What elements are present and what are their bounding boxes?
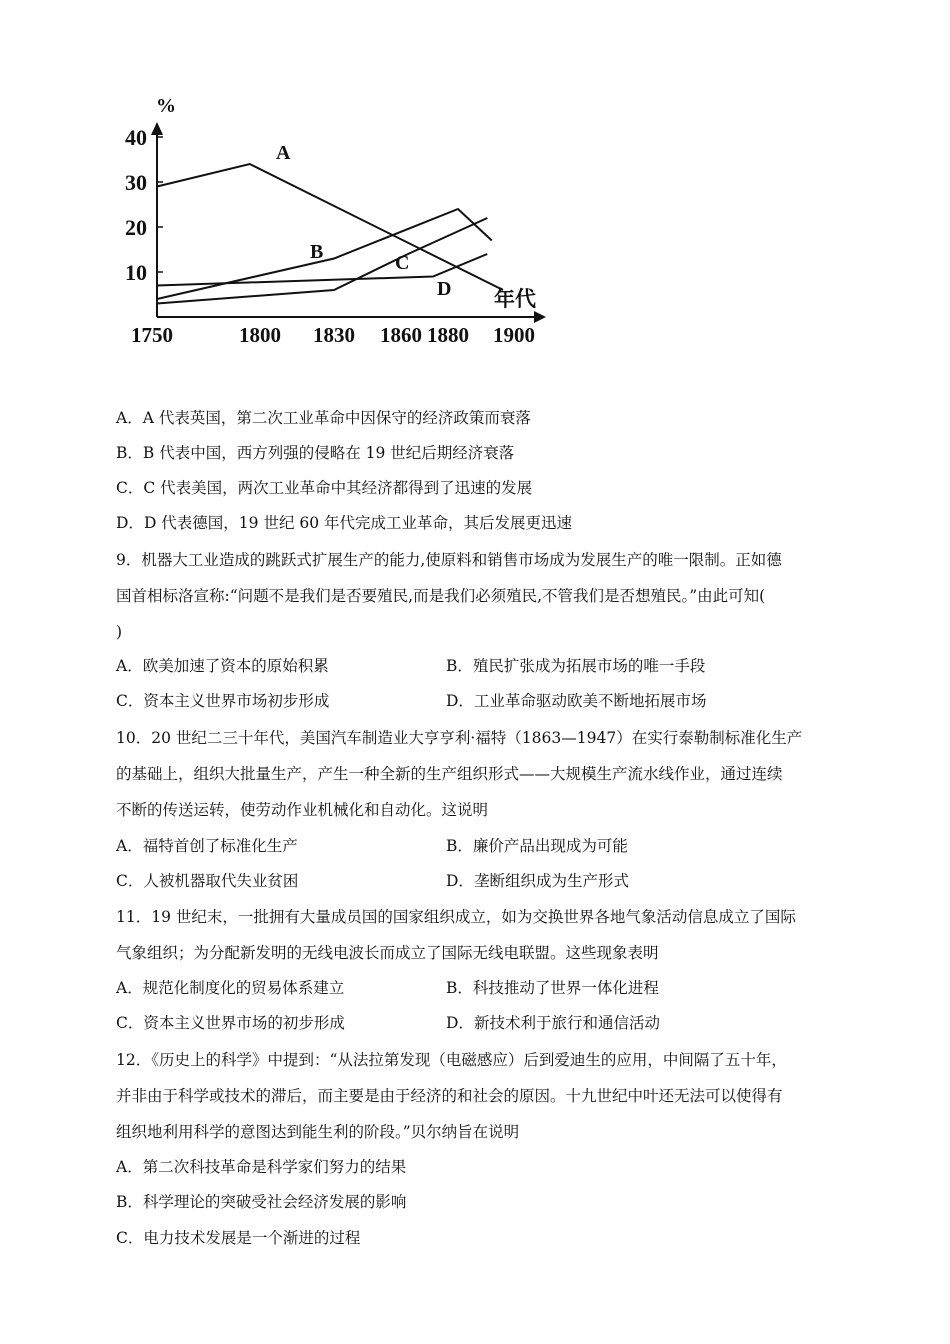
q12-option-b[interactable] [116, 1192, 406, 1212]
q9-option-a[interactable] [116, 656, 329, 676]
x-tick-label: 1880 [427, 323, 469, 347]
option-text: 福特首创了标准化生产 [142, 837, 298, 855]
q10-option-c[interactable] [116, 871, 298, 891]
q10-option-b[interactable] [446, 836, 628, 856]
x-tick-label: 1860 [380, 323, 422, 347]
x-axis-label: 年代 [494, 287, 536, 311]
option-text: 殖民扩张成为拓展市场的唯一手段 [472, 657, 706, 675]
option-text: D 代表德国，19 世纪 60 年代完成工业革命，其后发展更迅速 [143, 514, 573, 532]
q8-option-a[interactable] [116, 408, 531, 428]
q11-option-c[interactable] [116, 1013, 345, 1033]
option-text: 科技推动了世界一体化进程 [472, 979, 659, 997]
option-text: 工业革命驱动欧美不断地拓展市场 [473, 692, 707, 710]
line-chart [110, 88, 560, 350]
option-letter: D． [116, 514, 144, 532]
q10-option-d[interactable] [446, 871, 629, 891]
option-text: 廉价产品出现成为可能 [472, 837, 628, 855]
option-text: 欧美加速了资本的原始积累 [142, 657, 329, 675]
q9-stem-line: 9．机器大工业造成的跳跃式扩展生产的能力,使原料和销售市场成为发展生产的唯一限制。正如德 [116, 551, 782, 569]
q11-stem-line: 气象组织；为分配新发明的无线电波长而成立了国际无线电联盟。这些现象表明 [116, 944, 659, 962]
q8-option-b[interactable] [116, 443, 514, 463]
option-text: C 代表美国，两次工业革命中其经济都得到了迅速的发展 [143, 479, 533, 497]
q8-option-d[interactable] [116, 513, 572, 533]
y-axis-arrow [151, 122, 163, 135]
option-letter: D． [446, 692, 474, 710]
option-letter: B． [446, 837, 473, 855]
q10-stem-line: 10．20 世纪二三十年代，美国汽车制造业大亨亨利·福特（1863—1947）在实行泰勒制标准化生产 [116, 729, 803, 747]
q10-stem-line: 的基础上，组织大批量生产，产生一种全新的生产组织形式——大规模生产流水线作业，通过连续 [116, 765, 783, 783]
q8-option-c[interactable] [116, 478, 532, 498]
option-letter: B． [116, 1193, 143, 1211]
option-letter: C． [116, 1014, 144, 1032]
option-letter: A． [116, 837, 143, 855]
q9-stem-line: ) [116, 623, 123, 641]
option-text: 规范化制度化的贸易体系建立 [142, 979, 345, 997]
q9-option-b[interactable] [446, 656, 705, 676]
option-text: 资本主义世界市场的初步形成 [143, 1014, 345, 1032]
option-letter: D． [446, 872, 474, 890]
q10-stem-line: 不断的传送运转，使劳动作业机械化和自动化。这说明 [116, 801, 489, 819]
option-letter: A． [116, 1158, 143, 1176]
option-letter: C． [116, 692, 144, 710]
option-letter: B． [116, 444, 143, 462]
y-axis-label: % [156, 95, 176, 117]
q9-option-d[interactable] [446, 691, 706, 711]
q11-option-a[interactable] [116, 978, 344, 998]
option-text: 电力技术发展是一个渐进的过程 [143, 1229, 361, 1247]
option-text: B 代表中国，西方列强的侵略在 19 世纪后期经济衰落 [142, 444, 515, 462]
option-text: 新技术利于旅行和通信活动 [473, 1014, 660, 1032]
option-text: 垄断组织成为生产形式 [473, 872, 629, 890]
y-tick-label: 10 [125, 260, 147, 285]
option-letter: B． [446, 657, 473, 675]
x-tick-label: 1900 [493, 323, 535, 347]
option-text: A 代表英国，第二次工业革命中因保守的经济政策而衰落 [142, 409, 531, 427]
q12-stem-line: 组织地利用科学的意图达到能生利的阶段。”贝尔纳旨在说明 [116, 1123, 520, 1141]
q12-stem-line: 并非由于科学或技术的滞后，而主要是由于经济的和社会的原因。十九世纪中叶还无法可以使得有 [116, 1087, 783, 1105]
series-label-c: C [395, 252, 410, 274]
x-tick-label: 1800 [239, 323, 281, 347]
q11-stem-line: 11．19 世纪末，一批拥有大量成员国的国家组织成立，如为交换世界各地气象活动信息成立了国际 [116, 908, 796, 926]
option-letter: A． [116, 657, 143, 675]
option-text: 科学理论的突破受社会经济发展的影响 [142, 1193, 407, 1211]
series-line-a [157, 164, 503, 290]
y-tick-label: 20 [125, 215, 147, 240]
q10-option-a[interactable] [116, 836, 298, 856]
q11-option-d[interactable] [446, 1013, 660, 1033]
option-letter: D． [446, 1014, 474, 1032]
x-tick-label: 1830 [313, 323, 355, 347]
option-text: 人被机器取代失业贫困 [143, 872, 299, 890]
option-text: 第二次科技革命是科学家们努力的结果 [142, 1158, 407, 1176]
y-tick-label: 30 [125, 170, 147, 195]
y-tick-label: 40 [125, 125, 147, 150]
q12-stem-line: 12．《历史上的科学》中提到：“从法拉第发现（电磁感应）后到爱迪生的应用，中间隔了五十年， [116, 1051, 787, 1069]
x-tick-label: 1750 [131, 323, 173, 347]
series-label-d: D [437, 278, 452, 300]
option-text: 资本主义世界市场初步形成 [143, 692, 330, 710]
q12-option-a[interactable] [116, 1157, 406, 1177]
option-letter: C． [116, 1229, 144, 1247]
q12-option-c[interactable] [116, 1228, 360, 1248]
option-letter: C． [116, 479, 144, 497]
option-letter: A． [116, 979, 143, 997]
q9-option-c[interactable] [116, 691, 329, 711]
option-letter: C． [116, 872, 144, 890]
series-label-b: B [310, 241, 324, 263]
q9-stem-line: 国首相标洛宣称:“问题不是我们是否要殖民,而是我们必须殖民,不管我们是否想殖民。”由此可知( [116, 587, 766, 605]
option-letter: B． [446, 979, 473, 997]
option-letter: A． [116, 409, 143, 427]
q11-option-b[interactable] [446, 978, 659, 998]
series-label-a: A [276, 142, 291, 164]
x-axis-arrow [534, 311, 546, 323]
